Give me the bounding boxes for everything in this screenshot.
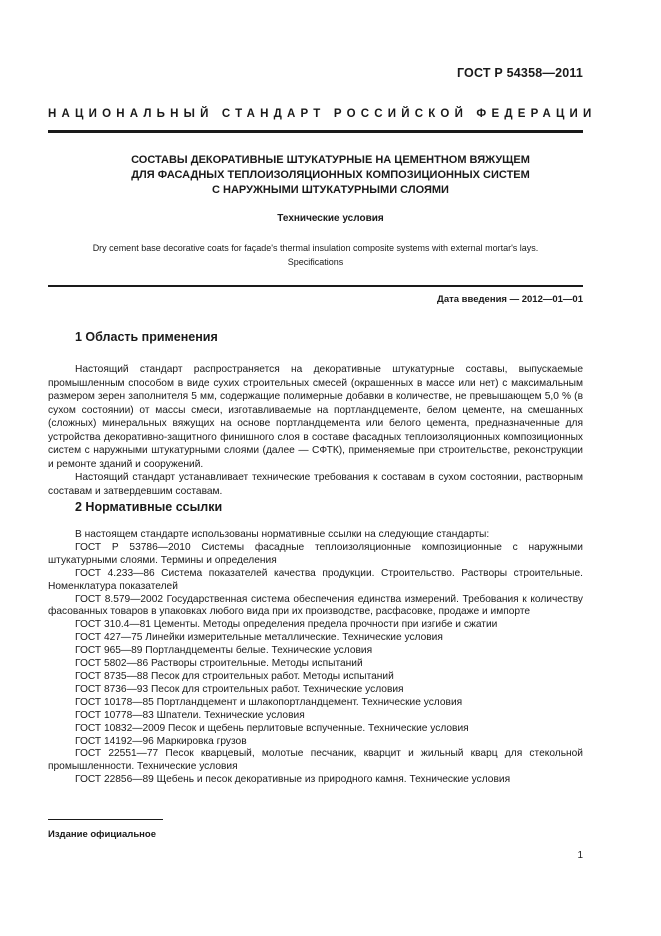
reference-item: ГОСТ 22551—77 Песок кварцевый, молотые песчаник, кварцит и жильный кварц для стекольной промышленности. Технические условия <box>48 748 583 773</box>
paragraph: В настоящем стандарте использованы нормативные ссылки на следующие стандарты: <box>75 529 490 540</box>
section-1-body <box>48 363 583 498</box>
header-divider <box>48 130 583 133</box>
national-standard-banner: НАЦИОНАЛЬНЫЙ СТАНДАРТ РОССИЙСКОЙ ФЕДЕРАЦИИ <box>48 108 597 120</box>
reference-item: ГОСТ 5802—86 Растворы строительные. Методы испытаний <box>75 658 363 670</box>
reference-item: ГОСТ 8.579—2002 Государственная система обеспечения единства измерений. Требования к количеству фасованных товаров в упаковках любого вида при их производстве, расфасовке, продаже и импорте <box>48 593 583 618</box>
reference-item: ГОСТ 427—75 Линейки измерительные металлические. Технические условия <box>75 632 443 644</box>
footer-divider <box>48 819 163 820</box>
title-line: С НАРУЖНЫМИ ШТУКАТУРНЫМИ СЛОЯМИ <box>212 184 449 196</box>
paragraph: Настоящий стандарт устанавливает технические требования к составам в сухом состоянии, растворным составам и затвердевшим составам. <box>48 472 583 497</box>
title-line: ДЛЯ ФАСАДНЫХ ТЕПЛОИЗОЛЯЦИОННЫХ КОМПОЗИЦИОННЫХ СИСТЕМ <box>131 169 530 181</box>
page-number: 1 <box>577 850 583 861</box>
reference-item: ГОСТ 10832—2009 Песок и щебень перлитовые вспученные. Технические условия <box>75 722 469 734</box>
english-title-line: Specifications <box>287 256 344 267</box>
reference-list <box>48 542 583 787</box>
reference-item: ГОСТ 10178—85 Портландцемент и шлакопортландцемент. Технические условия <box>75 696 463 708</box>
edition-label: Издание официальное <box>48 829 156 840</box>
section-2-body <box>48 529 583 787</box>
document-title <box>60 153 601 198</box>
title-line: СОСТАВЫ ДЕКОРАТИВНЫЕ ШТУКАТУРНЫЕ НА ЦЕМЕНТНОМ ВЯЖУЩЕМ <box>131 154 530 166</box>
document-number: ГОСТ Р 54358—2011 <box>456 66 583 80</box>
reference-item: ГОСТ 10778—83 Шпатели. Технические условия <box>75 709 305 721</box>
reference-item: ГОСТ 8736—93 Песок для строительных работ. Технические условия <box>75 683 404 695</box>
english-title-line: Dry cement base decorative coats for façade's thermal insulation composite systems with external mortar's lays. <box>92 243 539 253</box>
introduction-date: Дата введения — 2012—01—01 <box>437 294 583 305</box>
paragraph: Настоящий стандарт распространяется на декоративные штукатурные составы, выпускаемые промышленным способом в виде сухих строительных смесей (окрашенных в массе или нет) с максимальным размером зерен заполнителя 5 мм, содержащие полимерные добавки в количестве, не превышающем 5,0 % (в сухом состоянии) от массы смеси, изготавливаемые на портландцементе, белом цементе, на смешанных (сложных) минеральных вяжущих на основе портландцемента или белого цемента, предназначенные для устройства декоративно-защитного финишного слоя в составе фасадных теплоизоляционных композиционных систем с наружными штукатурными слоями (далее — СФТК), применяемые при строительстве, реконструкции и ремонте зданий и сооружений. <box>48 364 583 470</box>
title-divider <box>48 285 583 287</box>
reference-item: ГОСТ 4.233—86 Система показателей качества продукции. Строительство. Растворы строительные. Номенклатура показателей <box>48 567 583 592</box>
reference-item: ГОСТ Р 53786—2010 Системы фасадные теплоизоляционные композиционные с наружными штукатурными слоями. Термины и определения <box>48 541 583 566</box>
reference-item: ГОСТ 14192—96 Маркировка грузов <box>75 735 247 747</box>
reference-item: ГОСТ 965—89 Портландцементы белые. Технические условия <box>75 645 373 657</box>
section-1-heading: 1 Область применения <box>75 330 218 344</box>
document-subtitle: Технические условия <box>277 213 384 224</box>
english-title <box>48 242 583 269</box>
section-2-heading: 2 Нормативные ссылки <box>75 500 223 514</box>
reference-item: ГОСТ 8735—88 Песок для строительных работ. Методы испытаний <box>75 670 394 682</box>
reference-item: ГОСТ 310.4—81 Цементы. Методы определения предела прочности при изгибе и сжатии <box>75 619 498 631</box>
reference-item: ГОСТ 22856—89 Щебень и песок декоративные из природного камня. Технические условия <box>75 774 511 786</box>
